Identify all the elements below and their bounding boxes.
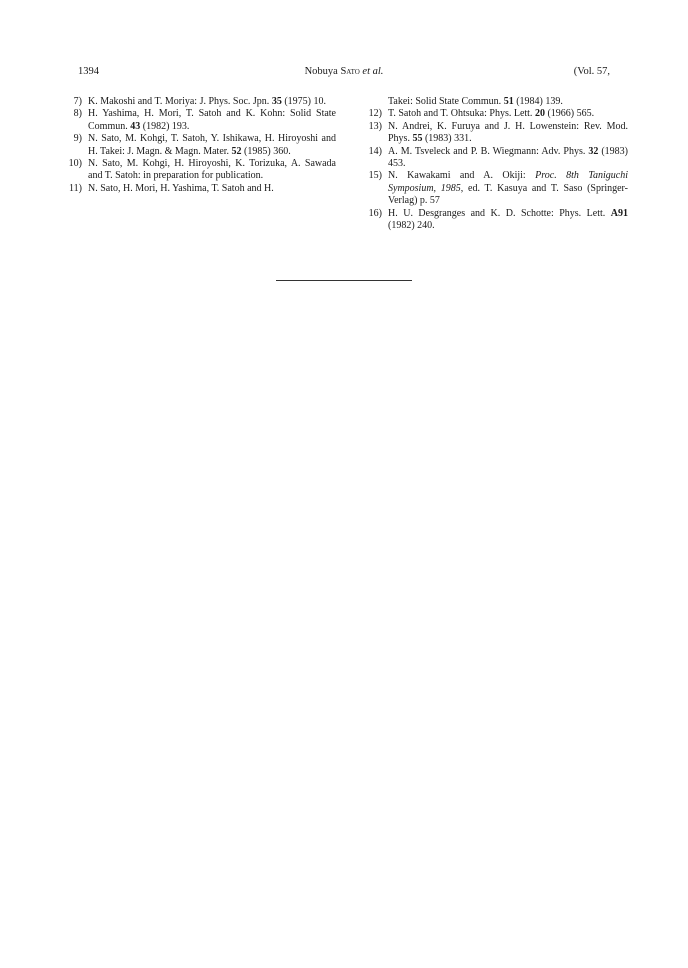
reference-text: (1983) 331. (422, 133, 472, 145)
reference-text: N. Sato, M. Kohgi, T. Satoh, Y. Ishikawa, H. Hiroyoshi and H. Takei: J. Magn. & Magn. Mater. (88, 133, 336, 157)
volume-number: 55 (412, 133, 423, 145)
references-right-column (356, 96, 628, 232)
reference-text: T. Satoh and T. Ohtsuka: Phys. Lett. (388, 108, 535, 120)
reference-text: N. Andrei, K. Furuya and J. H. Lowenstein: Rev. Mod. Phys. (388, 120, 628, 145)
end-rule (276, 280, 412, 281)
volume-number: A91 (610, 207, 628, 219)
reference-item (356, 208, 628, 233)
reference-text: N. Sato, H. Mori, H. Yashima, T. Satoh and H. (88, 182, 274, 194)
reference-text: (1982) 240. (388, 220, 435, 232)
reference-item (56, 183, 336, 195)
reference-text: Takei: Solid State Commun. (388, 96, 504, 107)
reference-number: 7) (73, 96, 82, 107)
references-right-list (356, 108, 628, 232)
volume-label: (Vol. 57, (573, 66, 610, 77)
volume-number: 32 (588, 145, 599, 157)
reference-item (356, 121, 628, 146)
reference-item (356, 170, 628, 207)
reference-number: 16) (368, 207, 382, 219)
references-left-column (56, 96, 336, 195)
reference-item (356, 108, 628, 120)
reference-text: (1966) 565. (544, 108, 595, 120)
reference-text: N. Sato, M. Kohgi, H. Hiroyoshi, K. Torizuka, A. Sawada and T. Satoh: in preparation for publication. (88, 158, 336, 182)
reference-text: (1982) 193. (140, 120, 190, 132)
reference-text: K. Makoshi and T. Moriya: J. Phys. Soc. Jpn. (88, 96, 272, 107)
reference-item (56, 108, 336, 133)
page-header (0, 66, 688, 82)
reference-item (356, 146, 628, 171)
italic-title: Proc. 8th Taniguchi Symposium, 1985 (388, 170, 629, 194)
reference-text: (1984) 139. (513, 96, 563, 107)
running-title-author: Nobuya (304, 66, 341, 77)
page-number: 1394 (78, 66, 99, 77)
volume-number: 52 (231, 145, 242, 157)
reference-number: 12) (368, 108, 382, 120)
reference-item (56, 133, 336, 158)
reference-text: A. M. Tsveleck and P. B. Wiegmann: Adv. Phys. (388, 145, 589, 157)
volume-number: 35 (271, 96, 282, 107)
reference-text: H. U. Desgranges and K. D. Schotte: Phys. Lett. (388, 207, 611, 219)
running-title-etal: et al. (359, 66, 384, 77)
reference-text: (1983) 453. (388, 145, 628, 170)
reference-text: N. Kawakami and A. Okiji: (388, 170, 536, 182)
reference-number: 15) (368, 170, 382, 182)
reference-item (56, 96, 336, 108)
reference-text: , ed. T. Kasuya and T. Saso (Springer-Verlag) p. 57 (388, 182, 628, 207)
reference-number: 11) (69, 182, 82, 194)
reference-item (56, 158, 336, 183)
volume-number: 20 (534, 108, 545, 120)
reference-number: 14) (368, 145, 382, 157)
reference-number: 9) (73, 133, 82, 145)
reference-text: (1985) 360. (241, 145, 291, 157)
reference-number: 8) (73, 108, 82, 120)
reference-number: 10) (68, 158, 82, 170)
running-title-author-surname: Sato (340, 66, 360, 77)
volume-number: 43 (130, 120, 141, 132)
reference-text: H. Yashima, H. Mori, T. Satoh and K. Kohn: Solid State Commun. (88, 108, 336, 132)
reference-text: (1975) 10. (281, 96, 326, 107)
volume-number: 51 (503, 96, 514, 107)
reference-number: 13) (368, 120, 382, 132)
reference-continuation (356, 96, 628, 108)
